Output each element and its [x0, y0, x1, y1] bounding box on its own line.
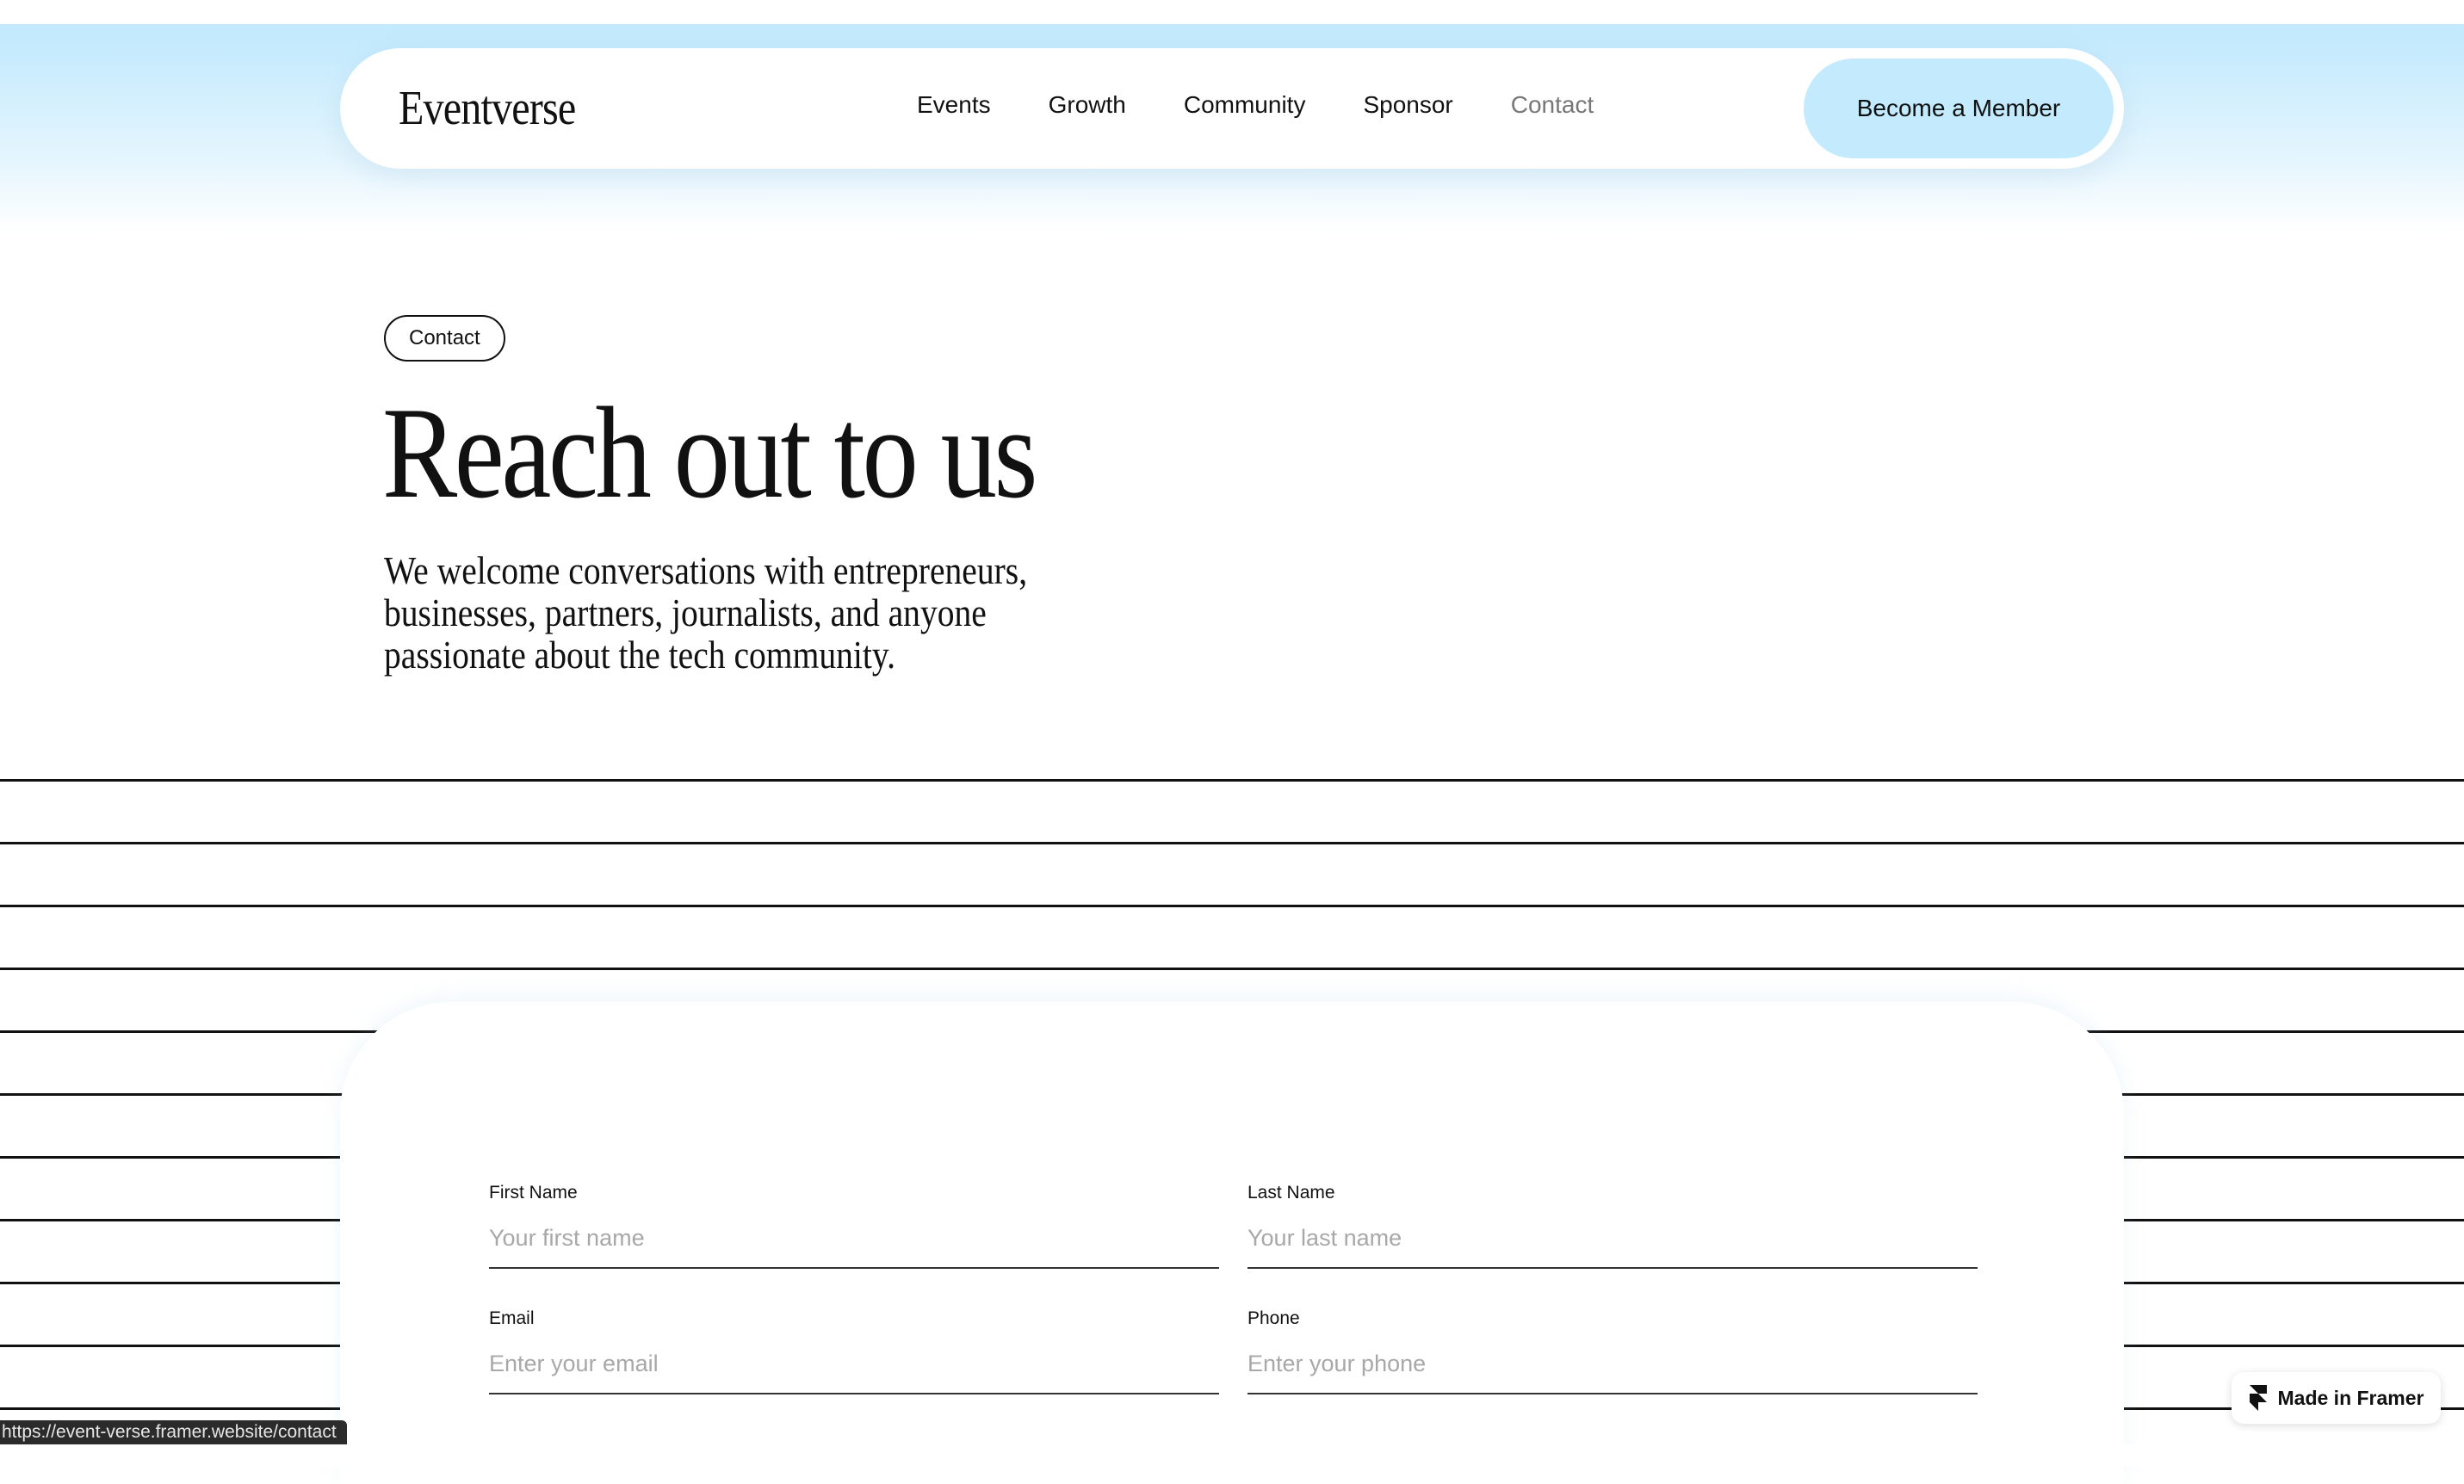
section-tag: Contact	[384, 315, 505, 362]
made-in-framer-badge[interactable]	[2232, 1372, 2441, 1424]
phone-input[interactable]	[1247, 1334, 1978, 1394]
nav-item-events[interactable]: Events	[917, 91, 991, 118]
site-logo[interactable]: Eventverse	[399, 82, 576, 135]
first-name-input[interactable]	[489, 1209, 1219, 1269]
stripe-line	[0, 968, 2464, 970]
top-strip	[0, 0, 2464, 24]
framer-icon	[2249, 1385, 2268, 1411]
nav-item-sponsor[interactable]: Sponsor	[1363, 91, 1453, 118]
stripe-line	[0, 779, 2464, 782]
contact-form-card	[340, 1002, 2124, 1484]
email-label: Email	[489, 1308, 535, 1328]
nav-item-contact[interactable]: Contact	[1510, 91, 1594, 118]
phone-label: Phone	[1247, 1308, 1300, 1328]
first-name-field-group	[489, 1183, 1219, 1269]
bottom-edge	[0, 1444, 2464, 1467]
stripe-line	[0, 842, 2464, 844]
last-name-field-group	[1247, 1183, 1978, 1269]
become-member-button[interactable]: Become a Member	[1804, 59, 2114, 158]
navbar	[340, 48, 2124, 169]
email-field-group	[489, 1308, 1219, 1394]
stripe-line	[0, 905, 2464, 907]
email-input[interactable]	[489, 1334, 1219, 1394]
main-nav	[917, 91, 1651, 119]
status-bar-url: https://event-verse.framer.website/contact	[0, 1420, 347, 1444]
last-name-input[interactable]	[1247, 1209, 1978, 1269]
badge-label: Made in Framer	[2277, 1386, 2424, 1409]
page-description: We welcome conversations with entrepreneurs, businesses, partners, journalists, and anyone passionate about the tech community.	[384, 548, 1028, 677]
nav-item-growth[interactable]: Growth	[1048, 91, 1126, 118]
page-title: Reach out to us	[382, 380, 1035, 525]
nav-item-community[interactable]: Community	[1183, 91, 1306, 118]
first-name-label: First Name	[489, 1183, 578, 1203]
phone-field-group	[1247, 1308, 1978, 1394]
last-name-label: Last Name	[1247, 1183, 1335, 1203]
